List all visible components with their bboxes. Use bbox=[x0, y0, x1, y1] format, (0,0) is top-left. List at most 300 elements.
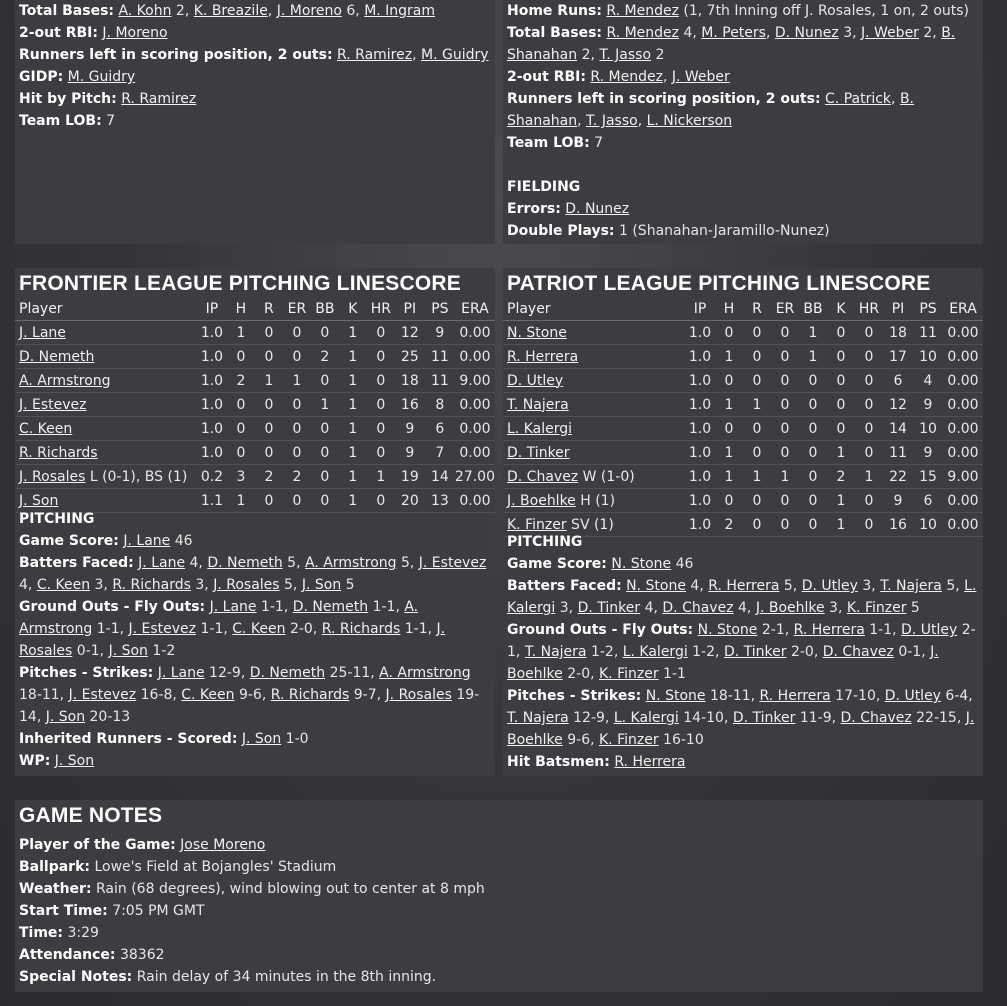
player-link[interactable]: D. Utley bbox=[884, 688, 941, 704]
column-header-hr[interactable]: HR bbox=[370, 301, 391, 317]
note-label: Total Bases: bbox=[19, 3, 114, 19]
patriot-pitching-table bbox=[503, 298, 983, 537]
note-line-ballpark bbox=[19, 856, 979, 878]
note-line-weather bbox=[19, 878, 979, 900]
note-label: Attendance: bbox=[19, 947, 116, 963]
player-link[interactable]: T. Jasso bbox=[586, 113, 638, 129]
stat-ip: 1.1 bbox=[200, 492, 224, 509]
player-link[interactable]: D. Utley bbox=[901, 622, 958, 638]
stat-bb: 0 bbox=[320, 492, 330, 509]
player-link[interactable]: J. Moreno bbox=[276, 3, 342, 19]
player-link[interactable]: D. Nunez bbox=[565, 201, 630, 217]
player-link[interactable]: J. Rosales bbox=[19, 621, 446, 659]
player-link[interactable]: R. Herrera bbox=[759, 688, 831, 704]
note-line-time bbox=[19, 922, 979, 944]
stat-hr: 0 bbox=[864, 444, 874, 461]
note-value: 3, bbox=[190, 577, 214, 593]
player-link[interactable]: C. Keen bbox=[36, 577, 91, 593]
player-link[interactable]: J. Moreno bbox=[102, 25, 168, 41]
player-link[interactable]: J. Son bbox=[54, 753, 95, 769]
player-link[interactable]: D. Chavez bbox=[662, 600, 734, 616]
note-value: Rain (68 degrees), wind blowing out to center at 8 mph bbox=[96, 881, 485, 897]
player-link[interactable]: R. Richards bbox=[270, 687, 350, 703]
note-value: 5, bbox=[779, 578, 802, 594]
stat-er: 1 bbox=[292, 372, 302, 389]
pitcher-link[interactable]: L. Kalergi bbox=[507, 420, 573, 437]
stat-pi: 9 bbox=[405, 420, 415, 437]
note-line-inherited-runners-scored bbox=[19, 728, 491, 750]
pitcher-link[interactable]: D. Chavez bbox=[507, 468, 579, 485]
note-value: 14-10, bbox=[678, 710, 733, 726]
stat-er: 0 bbox=[292, 396, 302, 413]
pitcher-cell bbox=[15, 441, 197, 465]
player-link[interactable]: L. Nickerson bbox=[646, 113, 733, 129]
pitcher-link[interactable]: J. Boehlke bbox=[507, 492, 576, 509]
player-link[interactable]: T. Najera bbox=[880, 578, 942, 594]
player-link[interactable]: D. Chavez bbox=[840, 710, 912, 726]
stat-r: 0 bbox=[264, 492, 274, 509]
stat-bb: 0 bbox=[808, 492, 818, 509]
pitcher-cell bbox=[503, 321, 685, 345]
stat-pi: 11 bbox=[889, 444, 907, 461]
column-header-bb[interactable]: BB bbox=[803, 301, 823, 317]
note-value: 7:05 PM GMT bbox=[112, 903, 205, 919]
column-header-era[interactable]: ERA bbox=[949, 301, 977, 317]
stat-h: 2 bbox=[236, 372, 246, 389]
player-link[interactable]: Jose Moreno bbox=[180, 837, 266, 853]
note-label: Batters Faced: bbox=[507, 578, 622, 594]
note-value: 4, bbox=[640, 600, 663, 616]
stat-h: 0 bbox=[724, 324, 734, 341]
player-link[interactable]: R. Herrera bbox=[708, 578, 780, 594]
player-link[interactable]: L. Kalergi bbox=[507, 578, 977, 616]
stat-bb: 2 bbox=[320, 348, 330, 365]
player-link[interactable]: D. Chavez bbox=[822, 644, 894, 660]
player-link[interactable]: R. Mendez bbox=[606, 3, 679, 19]
stat-ps: 13 bbox=[430, 492, 449, 509]
column-header-r[interactable]: R bbox=[264, 301, 274, 317]
player-link[interactable]: R. Richards bbox=[321, 621, 401, 637]
player-link[interactable]: D. Utley bbox=[801, 578, 858, 594]
batting-notes-left bbox=[19, 0, 491, 132]
player-link[interactable]: J. Son bbox=[301, 577, 342, 593]
stat-hr: 0 bbox=[376, 324, 386, 341]
stat-hr: 0 bbox=[864, 396, 874, 413]
player-link[interactable]: C. Patrick bbox=[825, 91, 892, 107]
stat-r: 0 bbox=[264, 444, 274, 461]
stat-r: 0 bbox=[752, 324, 762, 341]
player-link[interactable]: D. Nemeth bbox=[249, 665, 326, 681]
pitcher-link[interactable]: C. Keen bbox=[19, 420, 73, 437]
batting-notes-left-panel bbox=[15, 0, 495, 244]
stat-pi: 14 bbox=[889, 420, 907, 437]
stat-era: 0.00 bbox=[947, 492, 979, 509]
pitcher-cell bbox=[503, 465, 685, 489]
note-value: , bbox=[891, 91, 900, 107]
player-link[interactable]: R. Ramirez bbox=[337, 47, 413, 63]
note-value: 1-2, bbox=[687, 644, 724, 660]
column-header-er[interactable]: ER bbox=[775, 301, 795, 317]
player-link[interactable]: M. Peters bbox=[701, 25, 766, 41]
player-link[interactable]: J. Weber bbox=[861, 25, 919, 41]
note-line-batters-faced bbox=[19, 552, 491, 596]
note-label: 2-out RBI: bbox=[507, 69, 586, 85]
column-header-ip[interactable]: IP bbox=[693, 301, 707, 317]
player-link[interactable]: J. Lane bbox=[157, 665, 205, 681]
stat-pi: 6 bbox=[893, 372, 903, 389]
player-link[interactable]: J. Son bbox=[241, 731, 282, 747]
note-line-player-of-the-game bbox=[19, 834, 979, 856]
player-link[interactable]: R. Richards bbox=[112, 577, 191, 593]
stat-k: 1 bbox=[348, 396, 358, 413]
player-link[interactable]: K. Finzer bbox=[846, 600, 907, 616]
note-value: 18-11, bbox=[19, 687, 69, 703]
note-line-gidp bbox=[19, 66, 491, 88]
game-notes-lines bbox=[19, 834, 979, 988]
player-link[interactable]: R. Herrera bbox=[614, 754, 686, 770]
stat-bb: 1 bbox=[808, 348, 818, 365]
stat-hr: 0 bbox=[376, 372, 386, 389]
note-label: Time: bbox=[19, 925, 64, 941]
note-value: 1-1, bbox=[864, 622, 902, 638]
note-line-attendance bbox=[19, 944, 979, 966]
player-link[interactable]: B. Shanahan bbox=[507, 91, 914, 129]
note-value: 3, bbox=[555, 600, 578, 616]
stat-h: 1 bbox=[236, 492, 246, 509]
note-line-start-time bbox=[19, 900, 979, 922]
note-value: 16-10 bbox=[658, 732, 704, 748]
pitcher-link[interactable]: J. Estevez bbox=[19, 396, 87, 413]
table-row bbox=[503, 417, 983, 441]
stat-ps: 9 bbox=[923, 396, 933, 413]
note-line-ground-outs-fly-outs bbox=[507, 619, 979, 685]
stat-bb: 0 bbox=[320, 324, 330, 341]
stat-ps: 8 bbox=[435, 396, 445, 413]
note-label: Ballpark: bbox=[19, 859, 90, 875]
player-link[interactable]: R. Mendez bbox=[606, 25, 679, 41]
stat-ip: 1.0 bbox=[688, 348, 712, 365]
note-value: , bbox=[662, 69, 672, 85]
pitcher-link[interactable]: J. Rosales bbox=[19, 468, 86, 485]
stat-era: 9.00 bbox=[947, 468, 979, 485]
pitcher-link[interactable]: D. Nemeth bbox=[19, 348, 95, 365]
stat-era: 0.00 bbox=[459, 396, 491, 413]
stat-k: 0 bbox=[836, 420, 846, 437]
note-line-home-runs bbox=[507, 0, 979, 22]
stat-er: 0 bbox=[780, 348, 790, 365]
table-row bbox=[503, 393, 983, 417]
player-link[interactable]: J. Lane bbox=[138, 555, 186, 571]
note-line-fielding bbox=[507, 176, 979, 198]
note-label: Special Notes: bbox=[19, 969, 133, 985]
player-link[interactable]: D. Tinker bbox=[577, 600, 641, 616]
note-value: 1-1, bbox=[400, 621, 437, 637]
stat-h: 0 bbox=[236, 396, 246, 413]
stat-k: 1 bbox=[348, 324, 358, 341]
column-header-pi[interactable]: PI bbox=[403, 301, 417, 317]
note-label: WP: bbox=[19, 753, 51, 769]
stat-k: 1 bbox=[348, 492, 358, 509]
stat-r: 0 bbox=[752, 348, 762, 365]
column-header-hr[interactable]: HR bbox=[858, 301, 880, 317]
note-label: PITCHING bbox=[19, 511, 95, 527]
stat-pi: 18 bbox=[400, 372, 419, 389]
note-value: 1 (Shanahan-Jaramillo-Nunez) bbox=[618, 223, 830, 239]
note-label: Game Score: bbox=[19, 533, 119, 549]
player-link[interactable]: M. Guidry bbox=[421, 47, 489, 63]
note-label: Batters Faced: bbox=[19, 555, 134, 571]
note-value: 17-10, bbox=[830, 688, 885, 704]
note-value: 5, bbox=[279, 577, 302, 593]
note-value: 1-1 bbox=[658, 666, 686, 682]
note-value: 3, bbox=[857, 578, 881, 594]
stat-h: 0 bbox=[724, 492, 734, 509]
pitcher-cell bbox=[503, 369, 685, 393]
column-header-ps[interactable]: PS bbox=[431, 301, 449, 317]
stat-ps: 7 bbox=[435, 444, 445, 461]
player-link[interactable]: N. Stone bbox=[697, 622, 758, 638]
note-value: 9-6, bbox=[562, 732, 599, 748]
pitcher-link[interactable]: J. Lane bbox=[19, 324, 66, 341]
player-link[interactable]: D. Nunez bbox=[774, 25, 839, 41]
column-header-era[interactable]: ERA bbox=[461, 301, 489, 317]
note-value: 1-1, bbox=[92, 621, 129, 637]
player-link[interactable]: A. Armstrong bbox=[379, 665, 471, 681]
player-link[interactable]: T. Jasso bbox=[599, 47, 652, 63]
player-link[interactable]: J. Son bbox=[108, 643, 148, 659]
note-value: 18-11, bbox=[705, 688, 760, 704]
stat-pi: 18 bbox=[889, 324, 907, 341]
pitcher-link[interactable]: N. Stone bbox=[507, 324, 567, 341]
stat-pi: 12 bbox=[889, 396, 907, 413]
note-value: 5 bbox=[906, 600, 920, 616]
game-notes-panel bbox=[15, 800, 983, 992]
player-link[interactable]: K. Breazile bbox=[193, 3, 268, 19]
player-link[interactable]: D. Nemeth bbox=[207, 555, 283, 571]
stat-ip: 1.0 bbox=[200, 444, 224, 461]
stat-bb: 0 bbox=[320, 372, 330, 389]
stat-er: 0 bbox=[292, 444, 302, 461]
player-link[interactable]: J. Rosales bbox=[213, 577, 280, 593]
stat-ip: 1.0 bbox=[688, 324, 712, 341]
stat-ps: 11 bbox=[430, 348, 449, 365]
stat-er: 0 bbox=[292, 348, 302, 365]
note-line-pitching bbox=[19, 508, 491, 530]
note-label: Start Time: bbox=[19, 903, 108, 919]
note-label: Game Score: bbox=[507, 556, 607, 572]
player-link[interactable]: L. Kalergi bbox=[613, 710, 679, 726]
player-link[interactable]: N. Stone bbox=[626, 578, 686, 594]
note-label: Team LOB: bbox=[19, 113, 102, 129]
stat-h: 1 bbox=[236, 324, 246, 341]
note-value: 38362 bbox=[119, 947, 165, 963]
stat-er: 0 bbox=[780, 516, 790, 533]
player-link[interactable]: J. Lane bbox=[209, 599, 257, 615]
stat-ip: 1.0 bbox=[200, 396, 224, 413]
pitcher-link[interactable]: R. Herrera bbox=[507, 348, 579, 365]
player-link[interactable]: R. Ramirez bbox=[121, 91, 197, 107]
note-line-double-plays bbox=[507, 220, 979, 242]
player-link[interactable]: R. Mendez bbox=[590, 69, 663, 85]
note-line-blank bbox=[507, 154, 979, 176]
note-label: Ground Outs - Fly Outs: bbox=[19, 599, 206, 615]
column-header-r[interactable]: R bbox=[752, 301, 762, 317]
player-link[interactable]: N. Stone bbox=[611, 556, 672, 572]
player-link[interactable]: R. Herrera bbox=[793, 622, 865, 638]
stat-er: 0 bbox=[292, 324, 302, 341]
note-value: (1, 7th Inning off J. Rosales, 1 on, 2 outs) bbox=[678, 3, 970, 19]
player-link[interactable]: M. Guidry bbox=[67, 69, 136, 85]
column-header-k[interactable]: K bbox=[836, 301, 846, 317]
table-row bbox=[503, 369, 983, 393]
note-line-pitching bbox=[507, 531, 979, 553]
stat-pi: 16 bbox=[889, 516, 907, 533]
player-link[interactable]: A. Kohn bbox=[118, 3, 172, 19]
pitcher-cell bbox=[15, 345, 197, 369]
player-link[interactable]: J. Boehlke bbox=[755, 600, 825, 616]
pitcher-link[interactable]: D. Utley bbox=[507, 372, 564, 389]
player-link[interactable]: T. Najera bbox=[524, 644, 587, 660]
column-header-player[interactable]: Player bbox=[507, 301, 551, 317]
note-value: 6, bbox=[341, 3, 365, 19]
player-link[interactable]: A. Armstrong bbox=[19, 599, 419, 637]
pitcher-link[interactable]: D. Tinker bbox=[507, 444, 570, 461]
column-header-ps[interactable]: PS bbox=[919, 301, 937, 317]
note-value: 4, bbox=[733, 600, 756, 616]
player-link[interactable]: J. Estevez bbox=[128, 621, 197, 637]
note-value: 12-9, bbox=[568, 710, 614, 726]
note-value: 5, bbox=[282, 555, 305, 571]
player-link[interactable]: D. Nemeth bbox=[292, 599, 369, 615]
column-header-player[interactable]: Player bbox=[19, 301, 63, 317]
player-link[interactable]: T. Najera bbox=[507, 710, 569, 726]
stat-ps: 11 bbox=[919, 324, 937, 341]
player-link[interactable]: D. Tinker bbox=[723, 644, 787, 660]
note-value: 3, bbox=[838, 25, 862, 41]
player-link[interactable]: J. Boehlke bbox=[507, 644, 939, 682]
column-header-k[interactable]: K bbox=[348, 301, 358, 317]
note-value: 4, bbox=[19, 577, 37, 593]
pitcher-cell bbox=[15, 369, 197, 393]
stat-ip: 1.0 bbox=[688, 516, 712, 533]
stat-era: 0.00 bbox=[947, 348, 979, 365]
table-row bbox=[503, 465, 983, 489]
player-link[interactable]: L. Kalergi bbox=[622, 644, 688, 660]
stat-ps: 6 bbox=[435, 420, 445, 437]
note-label: Errors: bbox=[507, 201, 561, 217]
table-row bbox=[503, 441, 983, 465]
frontier-pitching-notes bbox=[19, 508, 491, 772]
stat-bb: 0 bbox=[808, 444, 818, 461]
stat-ip: 1.0 bbox=[200, 324, 224, 341]
note-value: 20-13 bbox=[85, 709, 131, 725]
patriot-pitching-notes bbox=[507, 531, 979, 773]
stat-ps: 6 bbox=[923, 492, 933, 509]
stat-r: 1 bbox=[264, 372, 274, 389]
note-value: 0-1, bbox=[72, 643, 109, 659]
stat-h: 3 bbox=[236, 468, 246, 485]
player-link[interactable]: A. Armstrong bbox=[305, 555, 397, 571]
stat-era: 0.00 bbox=[947, 420, 979, 437]
note-label: Runners left in scoring position, 2 outs: bbox=[19, 47, 333, 63]
stat-hr: 0 bbox=[864, 420, 874, 437]
note-line-game-score bbox=[507, 553, 979, 575]
player-link[interactable]: J. Rosales bbox=[385, 687, 452, 703]
note-value: 7 bbox=[594, 135, 604, 151]
stat-h: 1 bbox=[724, 444, 734, 461]
player-link[interactable]: D. Tinker bbox=[732, 710, 796, 726]
stat-k: 0 bbox=[836, 348, 846, 365]
stat-pi: 20 bbox=[400, 492, 419, 509]
player-link[interactable]: N. Stone bbox=[645, 688, 706, 704]
stat-h: 0 bbox=[236, 420, 246, 437]
player-link[interactable]: C. Keen bbox=[232, 621, 286, 637]
stat-er: 1 bbox=[780, 468, 790, 485]
note-value: 1-1, bbox=[196, 621, 233, 637]
note-value: 4, bbox=[185, 555, 208, 571]
player-link[interactable]: J. Estevez bbox=[418, 555, 487, 571]
player-link[interactable]: K. Finzer bbox=[599, 732, 659, 748]
player-link[interactable]: B. Shanahan bbox=[507, 25, 956, 63]
stat-k: 0 bbox=[836, 324, 846, 341]
pitcher-link[interactable]: R. Richards bbox=[19, 444, 98, 461]
note-label: Hit by Pitch: bbox=[19, 91, 117, 107]
decision-note: SV (1) bbox=[566, 516, 614, 533]
stat-bb: 0 bbox=[808, 372, 818, 389]
stat-hr: 0 bbox=[376, 396, 386, 413]
stat-bb: 0 bbox=[808, 468, 818, 485]
column-header-ip[interactable]: IP bbox=[205, 301, 219, 317]
pitcher-link[interactable]: J. Son bbox=[19, 492, 59, 509]
stat-ps: 10 bbox=[919, 348, 937, 365]
pitcher-cell bbox=[15, 393, 197, 417]
pitcher-link[interactable]: K. Finzer bbox=[507, 516, 567, 533]
column-header-h[interactable]: H bbox=[235, 301, 247, 317]
stat-k: 1 bbox=[348, 444, 358, 461]
stat-k: 0 bbox=[836, 372, 846, 389]
note-label: Inherited Runners - Scored: bbox=[19, 731, 238, 747]
player-link[interactable]: C. Keen bbox=[181, 687, 235, 703]
stat-ip: 1.0 bbox=[688, 468, 712, 485]
pitcher-link[interactable]: A. Armstrong bbox=[19, 372, 111, 389]
stat-h: 1 bbox=[724, 396, 734, 413]
stat-era: 0.00 bbox=[459, 324, 491, 341]
column-header-er[interactable]: ER bbox=[287, 301, 307, 317]
column-header-pi[interactable]: PI bbox=[891, 301, 905, 317]
note-value: 46 bbox=[671, 556, 694, 572]
column-header-bb[interactable]: BB bbox=[315, 301, 335, 317]
note-value: , bbox=[412, 47, 421, 63]
column-header-h[interactable]: H bbox=[723, 301, 735, 317]
player-link[interactable]: J. Weber bbox=[671, 69, 730, 85]
stat-h: 2 bbox=[724, 516, 734, 533]
note-label: 2-out RBI: bbox=[19, 25, 98, 41]
player-link[interactable]: J. Boehlke bbox=[507, 710, 975, 748]
pitcher-link[interactable]: T. Najera bbox=[507, 396, 569, 413]
stat-r: 0 bbox=[752, 372, 762, 389]
stat-bb: 0 bbox=[320, 420, 330, 437]
note-value: 1-2 bbox=[147, 643, 176, 659]
player-link[interactable]: K. Finzer bbox=[599, 666, 659, 682]
note-value: 1-1, bbox=[368, 599, 405, 615]
player-link[interactable]: J. Lane bbox=[123, 533, 171, 549]
note-value: 2, bbox=[577, 47, 600, 63]
player-link[interactable]: M. Ingram bbox=[364, 3, 436, 19]
stat-ip: 1.0 bbox=[688, 372, 712, 389]
player-link[interactable]: J. Estevez bbox=[68, 687, 137, 703]
player-link[interactable]: J. Son bbox=[45, 709, 86, 725]
note-value: 1-1, bbox=[256, 599, 293, 615]
